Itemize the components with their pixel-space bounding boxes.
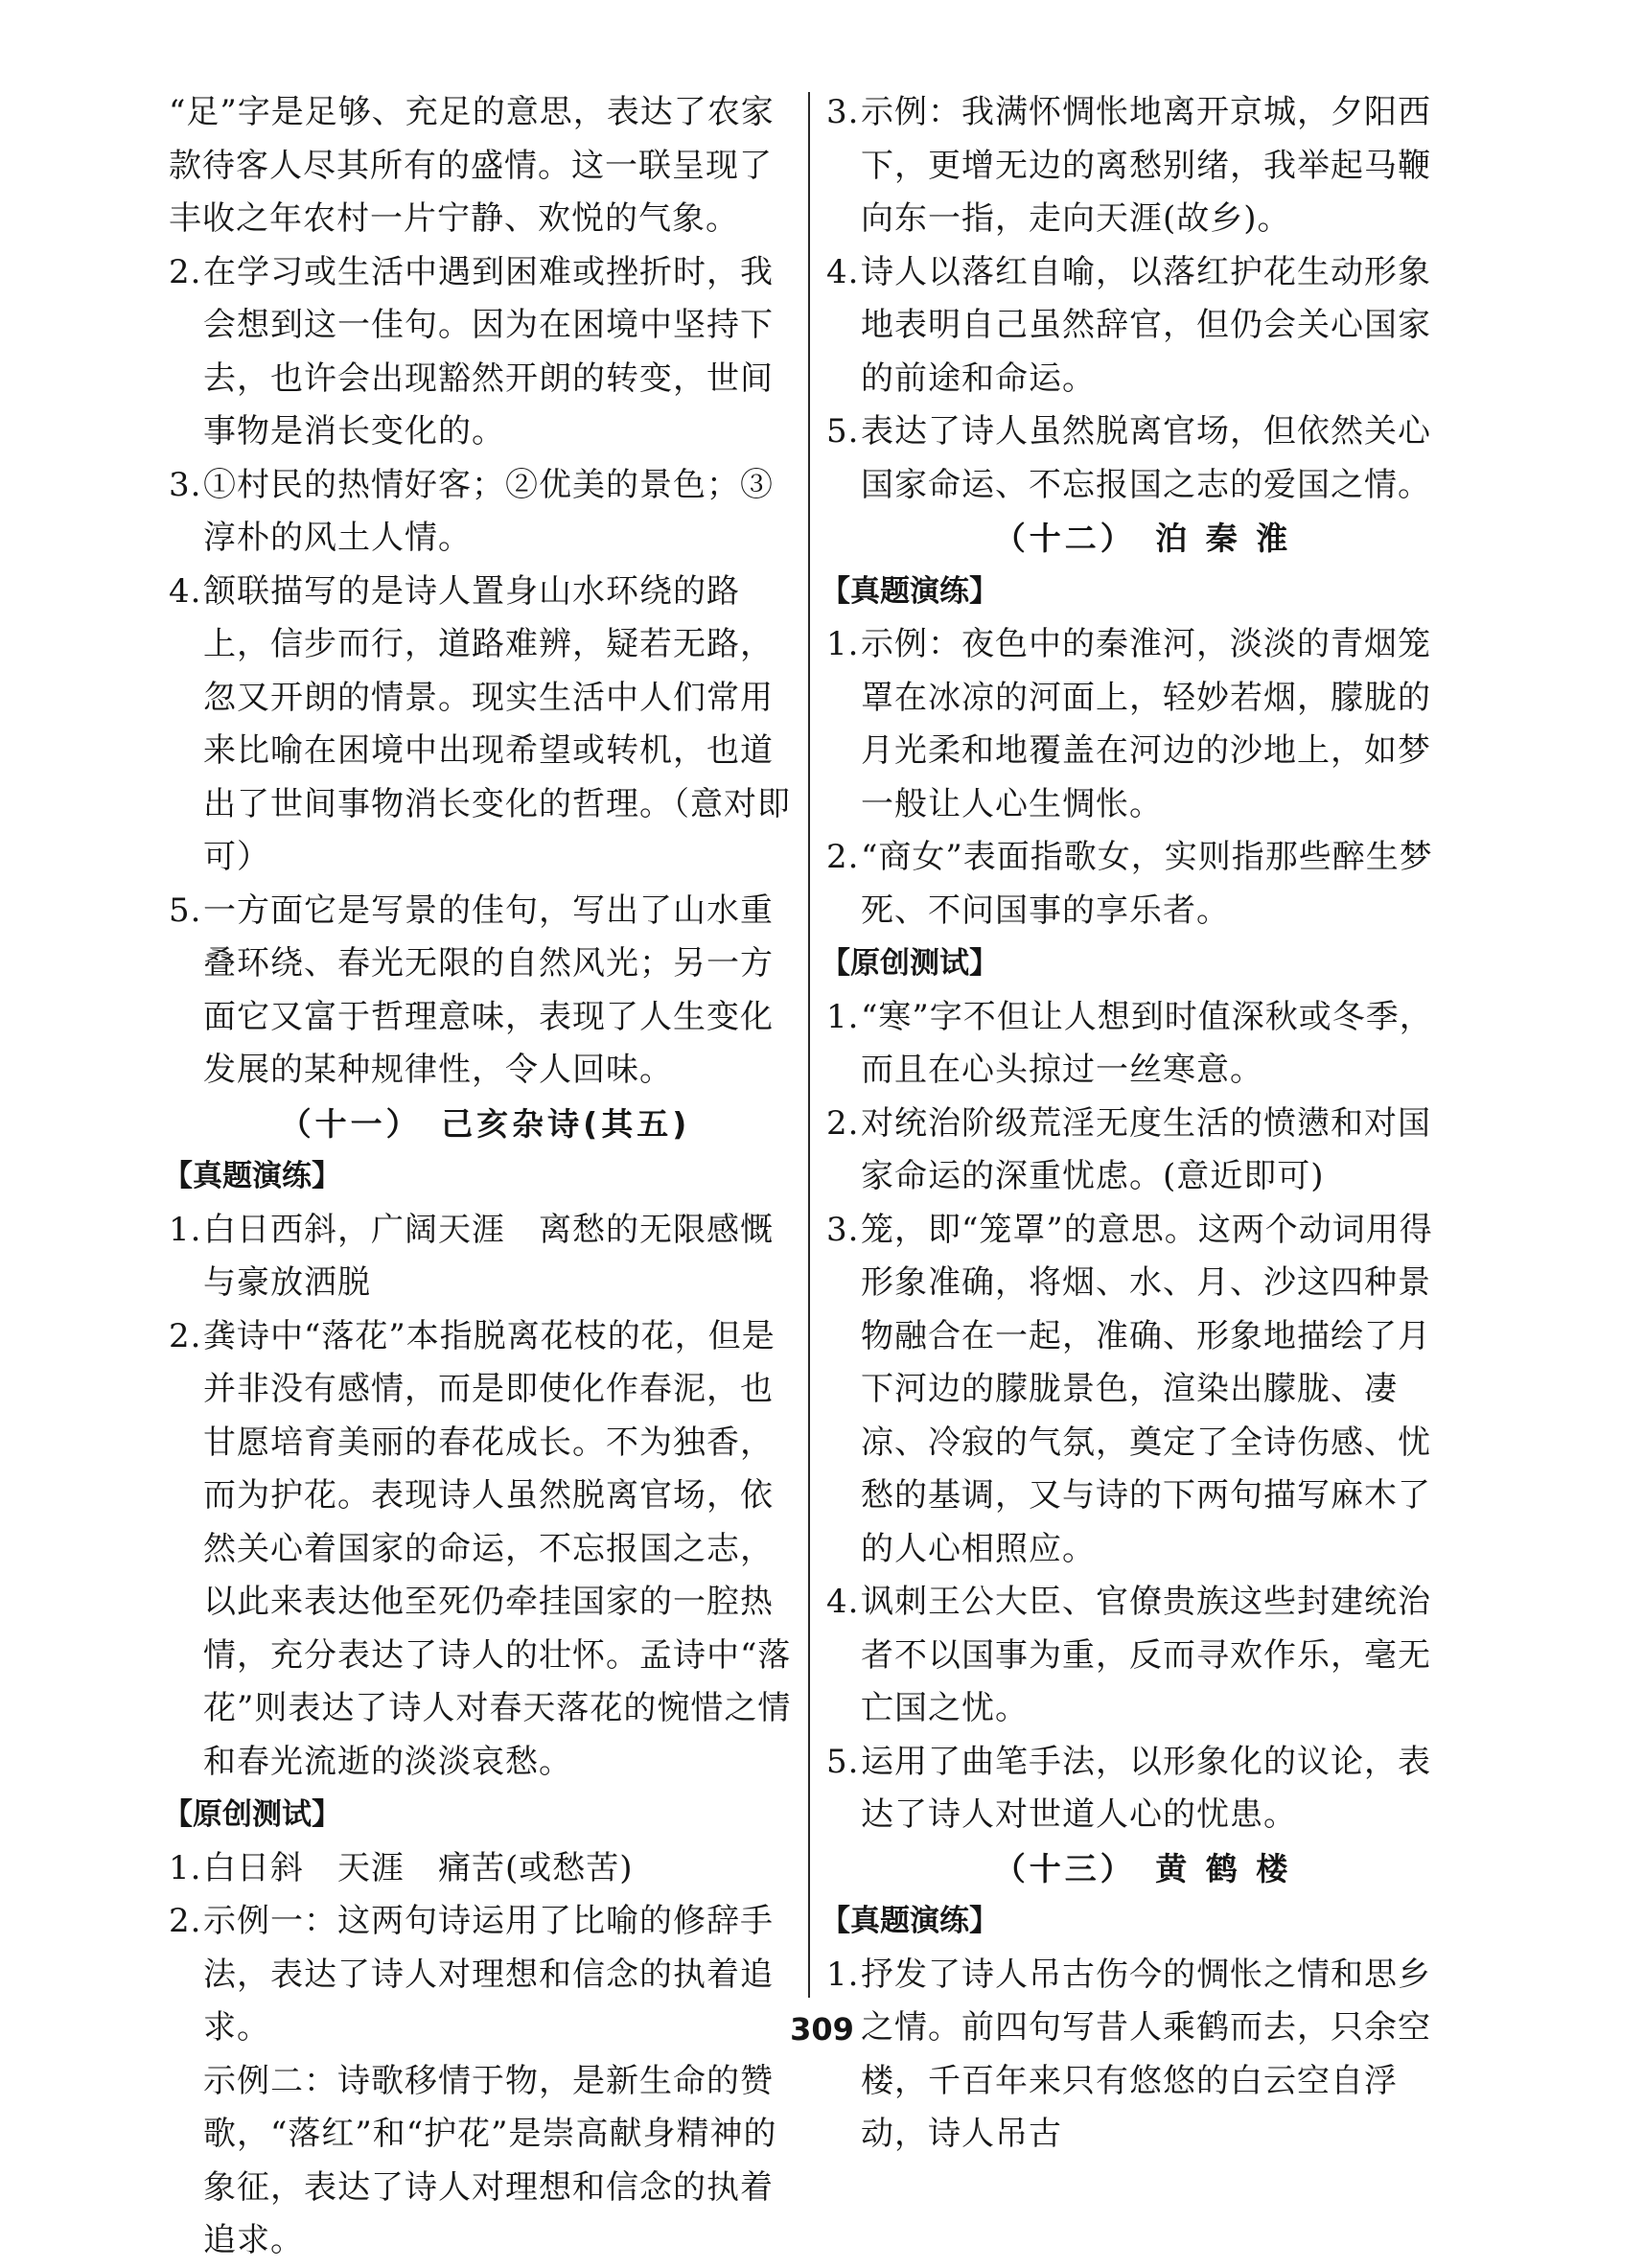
item-text: 示例：我满怀惆怅地离开京城，夕阳西下，更增无边的离愁别绪，我举起马鞭向东一指，走向天涯(故乡)。 <box>861 93 1431 238</box>
answer-item <box>826 246 1459 406</box>
item-text: 对统治阶级荒淫无度生活的愤懑和对国家命运的深重忧虑。(意近即可) <box>861 1103 1431 1195</box>
answer-item <box>826 1204 1459 1577</box>
item-number: 1. <box>169 1848 202 1887</box>
section-heading: （十二） 泊 秦 淮 <box>993 520 1292 557</box>
answer-continuation: 示例二：诗歌移情于物，是新生命的赞歌，“落红”和“护花”是崇高献身精神的象征，表达了诗人对理想和信念的执着追求。 <box>203 2061 777 2259</box>
item-number: 4. <box>826 1583 860 1621</box>
item-number: 2. <box>169 1902 202 1940</box>
item-number: 1. <box>826 997 860 1036</box>
item-text: “寒”字不但让人想到时值深秋或冬季，而且在心头掠过一丝寒意。 <box>861 997 1433 1089</box>
answer-item <box>826 618 1459 831</box>
answer-item <box>169 1842 801 1896</box>
answer-item <box>826 1949 1459 2162</box>
answer-continuation: “足”字是足够、充足的意思，表达了农家款待客人尽其所有的盛情。这一联呈现了丰收之年农村一片宁静、欢悦的气象。 <box>169 93 775 238</box>
item-text: 示例一：这两句诗运用了比喻的修辞手法，表达了诗人对理想和信念的执着追求。 <box>203 1902 774 2047</box>
item-text: “商女”表面指歌女，实则指那些醉生梦死、不问国事的享乐者。 <box>861 838 1433 930</box>
item-text: 诗人以落红自喻，以落红护花生动形象地表明自己虽然辞官，但仍会关心国家的前途和命运。 <box>861 252 1431 398</box>
answer-item <box>169 1204 801 1310</box>
item-number: 3. <box>826 1210 860 1249</box>
item-number: 5. <box>169 891 202 930</box>
answer-item <box>169 459 801 566</box>
item-number: 3. <box>169 465 202 504</box>
answer-item <box>169 566 801 885</box>
item-text: 笼，即“笼罩”的意思。这两个动词用得形象准确，将烟、水、月、沙这四种景物融合在一起，准确、形象地描绘了月下河边的朦胧景色，渲染出朦胧、凄凉、冷寂的气氛，奠定了全诗伤感、忧愁的基调，又与诗的下两句描写麻木了的人心相照应。 <box>861 1210 1433 1568</box>
page-number: 309 <box>790 2011 854 2048</box>
item-number: 5. <box>826 1742 860 1781</box>
item-number: 2. <box>826 838 860 876</box>
item-number: 1. <box>169 1210 202 1249</box>
subsection-label: 【真题演练】 <box>821 573 999 609</box>
answer-item <box>169 246 801 459</box>
item-number: 1. <box>826 1955 860 1994</box>
column-divider <box>808 92 810 1998</box>
item-number: 2. <box>826 1103 860 1143</box>
answer-item <box>826 86 1459 246</box>
answer-item <box>826 1576 1459 1736</box>
answer-item <box>826 991 1459 1098</box>
item-text: 一方面它是写景的佳句，写出了山水重叠环绕、春光无限的自然风光；另一方面它又富于哲理意味，表现了人生变化发展的某种规律性，令人回味。 <box>203 891 774 1089</box>
item-text: 颔联描写的是诗人置身山水环绕的路上，信步而行，道路难辨，疑若无路，忽又开朗的情景。现实生活中人们常用来比喻在困境中出现希望或转机，也道出了世间事物消长变化的哲理。（意对即可） <box>203 571 791 876</box>
item-number: 4. <box>169 571 202 611</box>
item-number: 1. <box>826 625 860 663</box>
item-number: 5. <box>826 412 860 451</box>
section-heading: （十三） 黄 鹤 楼 <box>993 1849 1292 1887</box>
answer-item <box>169 885 801 1098</box>
subsection-label: 【原创测试】 <box>821 946 999 981</box>
left-column <box>163 86 801 2268</box>
answer-item <box>826 405 1459 512</box>
item-number: 2. <box>169 1316 202 1355</box>
section-heading: （十一） 己亥杂诗(其五) <box>279 1104 691 1143</box>
item-text: 示例：夜色中的秦淮河，淡淡的青烟笼罩在冰凉的河面上，轻妙若烟，朦胧的月光柔和地覆盖在河边的沙地上，如梦一般让人心生惆怅。 <box>861 625 1431 823</box>
item-number: 3. <box>826 93 860 131</box>
item-number: 2. <box>169 252 202 291</box>
answer-item <box>826 1098 1459 1204</box>
answer-item <box>826 1736 1459 1842</box>
subsection-label: 【原创测试】 <box>163 1797 341 1832</box>
item-number: 4. <box>826 252 860 291</box>
subsection-label: 【真题演练】 <box>821 1904 999 1938</box>
subsection-label: 【真题演练】 <box>163 1159 341 1193</box>
item-text: 表达了诗人虽然脱离官场，但依然关心国家命运、不忘报国之志的爱国之情。 <box>861 412 1431 504</box>
item-text: 白日西斜，广阔天涯 离愁的无限感慨与豪放洒脱 <box>203 1210 774 1302</box>
answer-item <box>826 831 1459 937</box>
item-text: 龚诗中“落花”本指脱离花枝的花，但是并非没有感情，而是即使化作春泥，也甘愿培育美丽的春花成长。不为独香，而为护花。表现诗人虽然脱离官场，依然关心着国家的命运，不忘报国之志，以此来表达他至死仍牵挂国家的一腔热情，充分表达了诗人的壮怀。孟诗中“落花”则表达了诗人对春天落花的惋惜之情和春光流逝的淡淡哀愁。 <box>203 1316 792 1781</box>
item-text: 白日斜 天涯 痛苦(或愁苦) <box>203 1848 634 1887</box>
item-text: 在学习或生活中遇到困难或挫折时，我会想到这一佳句。因为在困境中坚持下去，也许会出现豁然开朗的转变，世间事物是消长变化的。 <box>203 252 774 451</box>
item-text: 讽刺王公大臣、官僚贵族这些封建统治者不以国事为重，反而寻欢作乐，毫无亡国之忧。 <box>861 1583 1431 1727</box>
item-text: 运用了曲笔手法，以形象化的议论，表达了诗人对世道人心的忧患。 <box>861 1742 1431 1834</box>
answer-item <box>169 1310 801 1790</box>
item-text: 抒发了诗人吊古伤今的惆怅之情和思乡之情。前四句写昔人乘鹤而去，只余空楼，千百年来只有悠悠的白云空自浮动，诗人吊古 <box>861 1955 1431 2153</box>
item-text: ①村民的热情好客；②优美的景色；③淳朴的风土人情。 <box>203 465 774 557</box>
